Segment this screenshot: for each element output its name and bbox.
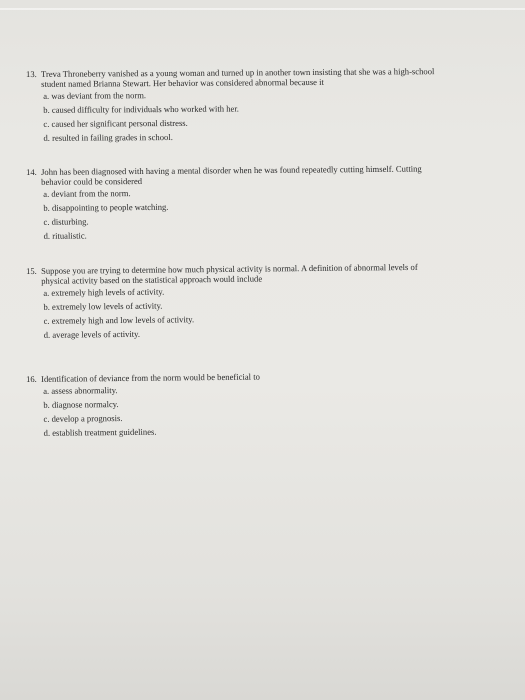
- question-stem-line-2: student named Brianna Stewart. Her behavior was considered abnormal because it: [41, 76, 324, 89]
- option-a: a. deviant from the norm.: [43, 188, 131, 199]
- question-14: [26, 163, 497, 243]
- question-number: 16.: [26, 373, 37, 384]
- option-b: b. caused difficulty for individuals who worked with her.: [43, 103, 239, 115]
- option-d: d. ritualistic.: [43, 230, 87, 241]
- question-stem-line-1: John has been diagnosed with having a mental disorder when he was found repeatedly cutting himself. Cutting: [40, 163, 422, 177]
- question-stem-line-1: Treva Throneberry vanished as a young woman and turned up in another town insisting that she was a high-school: [40, 66, 435, 79]
- option-c: c. extremely high and low levels of activity.: [43, 314, 195, 326]
- question-13: [26, 66, 497, 145]
- option-c: c. develop a prognosis.: [43, 412, 123, 424]
- question-number: 13.: [26, 68, 37, 79]
- option-a: a. was deviant from the norm.: [43, 90, 147, 101]
- option-d: d. average levels of activity.: [43, 328, 141, 340]
- question-15: [26, 261, 497, 342]
- option-a: a. assess abnormality.: [43, 385, 118, 396]
- question-stem-line-2: physical activity based on the statistical approach would include: [41, 273, 263, 286]
- question-16: [26, 369, 497, 440]
- question-stem-line-1: Identification of deviance from the norm would be beneficial to: [40, 371, 260, 384]
- question-stem-line-1: Suppose you are trying to determine how much physical activity is normal. A definition of abnormal levels of: [40, 261, 418, 276]
- question-number: 15.: [26, 265, 37, 276]
- option-a: a. extremely high levels of activity.: [43, 286, 165, 298]
- option-b: b. extremely low levels of activity.: [43, 300, 163, 312]
- question-number: 14.: [26, 166, 37, 177]
- question-stem-line-2: behavior could be considered: [41, 175, 143, 187]
- option-c: c. disturbing.: [43, 216, 89, 227]
- option-b: b. disappointing to people watching.: [43, 201, 169, 213]
- option-c: c. caused her significant personal distress.: [43, 117, 188, 129]
- option-d: d. resulted in failing grades in school.: [43, 131, 173, 143]
- paper-fold-line: [0, 8, 525, 10]
- option-b: b. diagnose normalcy.: [43, 399, 119, 410]
- option-d: d. establish treatment guidelines.: [43, 426, 157, 438]
